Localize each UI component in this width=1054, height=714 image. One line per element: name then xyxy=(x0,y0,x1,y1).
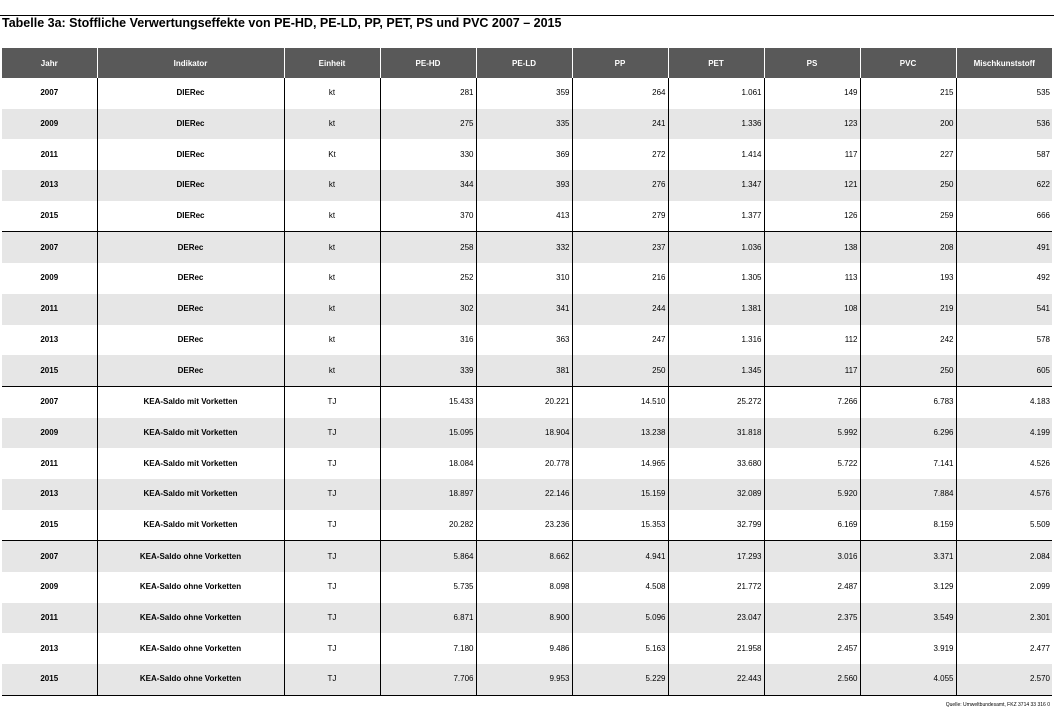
table-row xyxy=(2,139,1052,170)
cell-pe-ld: 23.236 xyxy=(476,510,572,541)
cell-pe-hd: 6.871 xyxy=(380,603,476,634)
cell-pe-ld: 8.098 xyxy=(476,572,572,603)
cell-pp: 4.508 xyxy=(572,572,668,603)
cell-pp: 14.510 xyxy=(572,386,668,417)
cell-unit: kt xyxy=(284,325,380,356)
cell-year: 2007 xyxy=(2,386,97,417)
cell-pp: 241 xyxy=(572,109,668,140)
cell-indicator: DIERec xyxy=(97,170,284,201)
cell-ps: 123 xyxy=(764,109,860,140)
cell-year: 2013 xyxy=(2,479,97,510)
cell-mischkunststoff: 492 xyxy=(956,263,1052,294)
cell-pe-hd: 281 xyxy=(380,78,476,109)
cell-year: 2009 xyxy=(2,109,97,140)
table-row xyxy=(2,170,1052,201)
cell-pe-hd: 330 xyxy=(380,139,476,170)
cell-pp: 272 xyxy=(572,139,668,170)
cell-pvc: 8.159 xyxy=(860,510,956,541)
cell-pp: 237 xyxy=(572,232,668,263)
cell-pp: 247 xyxy=(572,325,668,356)
cell-indicator: KEA-Saldo ohne Vorketten xyxy=(97,633,284,664)
cell-pe-ld: 8.662 xyxy=(476,541,572,572)
cell-ps: 121 xyxy=(764,170,860,201)
cell-pp: 5.096 xyxy=(572,603,668,634)
cell-year: 2015 xyxy=(40,519,59,529)
table-row xyxy=(2,603,1052,634)
cell-pe-ld: 22.146 xyxy=(476,479,572,510)
cell-year: 2011 xyxy=(40,458,58,468)
cell-indicator: DERec xyxy=(97,263,284,294)
cell-pe-ld: 381 xyxy=(476,355,572,386)
cell-unit: TJ xyxy=(284,479,380,510)
cell-pvc: 7.884 xyxy=(860,479,956,510)
table-row xyxy=(2,479,1052,510)
cell-indicator: KEA-Saldo mit Vorketten xyxy=(97,386,284,417)
cell-pe-hd: 339 xyxy=(380,355,476,386)
cell-pet: 1.336 xyxy=(668,109,764,140)
cell-pet: 17.293 xyxy=(668,541,764,572)
cell-pe-hd: 275 xyxy=(380,109,476,140)
cell-ps: 2.560 xyxy=(764,664,860,695)
cell-year: 2009 xyxy=(40,582,59,592)
cell-ps: 149 xyxy=(764,78,860,109)
cell-pvc: 227 xyxy=(860,139,956,170)
cell-indicator: KEA-Saldo mit Vorketten xyxy=(97,479,284,510)
cell-unit: TJ xyxy=(284,664,380,695)
cell-indicator: KEA-Saldo mit Vorketten xyxy=(97,418,284,449)
cell-pvc: 215 xyxy=(860,78,956,109)
cell-ps: 5.992 xyxy=(764,418,860,449)
cell-pp: 15.159 xyxy=(572,479,668,510)
cell-pvc: 4.055 xyxy=(860,664,956,695)
data-table xyxy=(2,48,1052,696)
table-row xyxy=(2,386,1052,417)
table-row xyxy=(2,325,1052,356)
cell-pvc: 3.129 xyxy=(860,572,956,603)
cell-mischkunststoff: 587 xyxy=(956,139,1052,170)
header-row xyxy=(2,48,1052,78)
table-row xyxy=(2,294,1052,325)
cell-pp: 4.941 xyxy=(572,541,668,572)
cell-pet: 21.958 xyxy=(668,633,764,664)
cell-mischkunststoff: 2.084 xyxy=(956,541,1052,572)
cell-year: 2015 xyxy=(2,355,97,386)
header-mischkunststoff: Mischkunststoff xyxy=(956,48,1052,78)
cell-ps: 6.169 xyxy=(764,510,860,541)
cell-pp: 14.965 xyxy=(572,448,668,479)
cell-year: 2015 xyxy=(40,211,59,221)
cell-unit: kt xyxy=(284,355,380,386)
cell-mischkunststoff: 536 xyxy=(956,109,1052,140)
cell-unit: kt xyxy=(284,294,380,325)
table-row xyxy=(2,263,1052,294)
cell-ps: 117 xyxy=(764,139,860,170)
cell-mischkunststoff: 4.526 xyxy=(956,448,1052,479)
cell-mischkunststoff: 2.099 xyxy=(956,572,1052,603)
cell-pet: 21.772 xyxy=(668,572,764,603)
cell-pe-ld: 310 xyxy=(476,263,572,294)
header-einheit: Einheit xyxy=(284,48,380,78)
source-note: Quelle: Umweltbundesamt, FKZ 3714 33 316 0 xyxy=(945,702,1050,708)
cell-pet: 33.680 xyxy=(668,448,764,479)
cell-unit: TJ xyxy=(284,386,380,417)
cell-pp: 5.163 xyxy=(572,633,668,664)
cell-mischkunststoff: 535 xyxy=(956,78,1052,109)
cell-year: 2009 xyxy=(40,273,59,283)
cell-indicator: KEA-Saldo mit Vorketten xyxy=(97,510,284,541)
cell-pet: 25.272 xyxy=(668,386,764,417)
cell-indicator: DIERec xyxy=(97,78,284,109)
cell-pet: 32.089 xyxy=(668,479,764,510)
cell-pet: 1.345 xyxy=(668,355,764,386)
cell-year: 2013 xyxy=(40,334,59,344)
cell-pp: 5.229 xyxy=(572,664,668,695)
cell-pvc: 242 xyxy=(860,325,956,356)
header-pe-ld: PE-LD xyxy=(476,48,572,78)
cell-pvc: 6.296 xyxy=(860,418,956,449)
cell-pvc: 200 xyxy=(860,109,956,140)
cell-year: 2007 xyxy=(2,541,97,572)
cell-unit: Kt xyxy=(284,139,380,170)
cell-mischkunststoff: 578 xyxy=(956,325,1052,356)
cell-mischkunststoff: 4.183 xyxy=(956,386,1052,417)
cell-pe-ld: 335 xyxy=(476,109,572,140)
cell-pe-hd: 7.706 xyxy=(380,664,476,695)
cell-pe-ld: 9.953 xyxy=(476,664,572,695)
cell-ps: 2.487 xyxy=(764,572,860,603)
cell-pe-ld: 393 xyxy=(476,170,572,201)
table-row xyxy=(2,201,1052,232)
cell-pe-ld: 9.486 xyxy=(476,633,572,664)
cell-pvc: 259 xyxy=(860,201,956,232)
cell-unit: kt xyxy=(284,201,380,232)
table-row xyxy=(2,633,1052,664)
cell-year: 2009 xyxy=(2,418,97,449)
cell-pp: 276 xyxy=(572,170,668,201)
table-body xyxy=(2,78,1052,695)
header-pe-hd: PE-HD xyxy=(380,48,476,78)
cell-unit: kt xyxy=(284,170,380,201)
cell-pe-ld: 363 xyxy=(476,325,572,356)
cell-ps: 2.457 xyxy=(764,633,860,664)
cell-ps: 7.266 xyxy=(764,386,860,417)
cell-pe-hd: 316 xyxy=(380,325,476,356)
cell-indicator: DERec xyxy=(97,232,284,263)
table-row xyxy=(2,78,1052,109)
cell-ps: 2.375 xyxy=(764,603,860,634)
cell-pet: 1.316 xyxy=(668,325,764,356)
cell-mischkunststoff: 666 xyxy=(956,201,1052,232)
cell-pe-hd: 302 xyxy=(380,294,476,325)
header-pet: PET xyxy=(668,48,764,78)
cell-pe-hd: 5.864 xyxy=(380,541,476,572)
cell-mischkunststoff: 541 xyxy=(956,294,1052,325)
cell-mischkunststoff: 4.576 xyxy=(956,479,1052,510)
cell-pe-hd: 258 xyxy=(380,232,476,263)
cell-year: 2015 xyxy=(2,664,97,695)
cell-pe-hd: 18.084 xyxy=(380,448,476,479)
cell-year: 2007 xyxy=(2,232,97,263)
cell-pvc: 6.783 xyxy=(860,386,956,417)
header-pp: PP xyxy=(572,48,668,78)
cell-pp: 244 xyxy=(572,294,668,325)
cell-year: 2011 xyxy=(2,294,97,325)
cell-indicator: DERec xyxy=(97,294,284,325)
table-row xyxy=(2,418,1052,449)
cell-ps: 117 xyxy=(764,355,860,386)
cell-indicator: KEA-Saldo ohne Vorketten xyxy=(97,572,284,603)
header-jahr: Jahr xyxy=(2,48,97,78)
cell-ps: 5.722 xyxy=(764,448,860,479)
cell-pe-hd: 15.433 xyxy=(380,386,476,417)
cell-pvc: 3.549 xyxy=(860,603,956,634)
header-indikator: Indikator xyxy=(97,48,284,78)
cell-pet: 1.414 xyxy=(668,139,764,170)
cell-pet: 1.305 xyxy=(668,263,764,294)
cell-mischkunststoff: 491 xyxy=(956,232,1052,263)
cell-pet: 1.381 xyxy=(668,294,764,325)
cell-mischkunststoff: 4.199 xyxy=(956,418,1052,449)
cell-pe-hd: 20.282 xyxy=(380,510,476,541)
cell-pe-ld: 413 xyxy=(476,201,572,232)
cell-pe-hd: 7.180 xyxy=(380,633,476,664)
cell-pe-hd: 5.735 xyxy=(380,572,476,603)
cell-pp: 13.238 xyxy=(572,418,668,449)
table-row xyxy=(2,448,1052,479)
cell-pet: 1.347 xyxy=(668,170,764,201)
cell-mischkunststoff: 2.477 xyxy=(956,633,1052,664)
cell-unit: TJ xyxy=(284,510,380,541)
cell-pe-ld: 20.778 xyxy=(476,448,572,479)
cell-pvc: 7.141 xyxy=(860,448,956,479)
cell-pe-hd: 18.897 xyxy=(380,479,476,510)
table-row xyxy=(2,664,1052,695)
cell-pvc: 219 xyxy=(860,294,956,325)
cell-pvc: 208 xyxy=(860,232,956,263)
cell-ps: 112 xyxy=(764,325,860,356)
cell-unit: kt xyxy=(284,263,380,294)
cell-pet: 22.443 xyxy=(668,664,764,695)
cell-pp: 279 xyxy=(572,201,668,232)
cell-indicator: DERec xyxy=(97,355,284,386)
cell-ps: 5.920 xyxy=(764,479,860,510)
cell-indicator: KEA-Saldo ohne Vorketten xyxy=(97,541,284,572)
cell-mischkunststoff: 622 xyxy=(956,170,1052,201)
cell-pet: 1.061 xyxy=(668,78,764,109)
cell-unit: TJ xyxy=(284,541,380,572)
cell-pe-ld: 359 xyxy=(476,78,572,109)
cell-pet: 1.377 xyxy=(668,201,764,232)
cell-pet: 32.799 xyxy=(668,510,764,541)
cell-pe-hd: 15.095 xyxy=(380,418,476,449)
cell-pp: 264 xyxy=(572,78,668,109)
cell-pe-ld: 332 xyxy=(476,232,572,263)
cell-pp: 15.353 xyxy=(572,510,668,541)
cell-indicator: DIERec xyxy=(97,139,284,170)
table-row xyxy=(2,355,1052,386)
cell-ps: 126 xyxy=(764,201,860,232)
cell-indicator: DIERec xyxy=(97,201,284,232)
cell-year: 2011 xyxy=(2,603,97,634)
table-title: Tabelle 3a: Stoffliche Verwertungseffekte von PE-HD, PE-LD, PP, PET, PS und PVC 2007 – 2015 xyxy=(2,16,562,30)
cell-mischkunststoff: 5.509 xyxy=(956,510,1052,541)
cell-pe-hd: 252 xyxy=(380,263,476,294)
cell-mischkunststoff: 2.301 xyxy=(956,603,1052,634)
cell-pet: 23.047 xyxy=(668,603,764,634)
cell-pe-ld: 20.221 xyxy=(476,386,572,417)
cell-year: 2013 xyxy=(2,170,97,201)
cell-ps: 3.016 xyxy=(764,541,860,572)
cell-indicator: KEA-Saldo ohne Vorketten xyxy=(97,664,284,695)
cell-pvc: 3.371 xyxy=(860,541,956,572)
cell-ps: 108 xyxy=(764,294,860,325)
cell-year: 2013 xyxy=(40,643,59,653)
cell-pvc: 193 xyxy=(860,263,956,294)
cell-unit: TJ xyxy=(284,572,380,603)
cell-year: 2011 xyxy=(40,149,58,159)
cell-pe-ld: 369 xyxy=(476,139,572,170)
table-row xyxy=(2,232,1052,263)
cell-unit: kt xyxy=(284,78,380,109)
cell-mischkunststoff: 605 xyxy=(956,355,1052,386)
cell-pe-ld: 8.900 xyxy=(476,603,572,634)
table-row xyxy=(2,510,1052,541)
cell-mischkunststoff: 2.570 xyxy=(956,664,1052,695)
cell-pe-ld: 18.904 xyxy=(476,418,572,449)
cell-indicator: KEA-Saldo mit Vorketten xyxy=(97,448,284,479)
table-row xyxy=(2,109,1052,140)
cell-unit: kt xyxy=(284,109,380,140)
table-row xyxy=(2,541,1052,572)
cell-ps: 138 xyxy=(764,232,860,263)
cell-pvc: 250 xyxy=(860,355,956,386)
cell-unit: TJ xyxy=(284,448,380,479)
cell-year: 2007 xyxy=(40,88,59,98)
cell-pp: 250 xyxy=(572,355,668,386)
table-row xyxy=(2,572,1052,603)
cell-pp: 216 xyxy=(572,263,668,294)
cell-pvc: 3.919 xyxy=(860,633,956,664)
header-ps: PS xyxy=(764,48,860,78)
cell-pet: 1.036 xyxy=(668,232,764,263)
cell-pe-hd: 370 xyxy=(380,201,476,232)
cell-pe-hd: 344 xyxy=(380,170,476,201)
cell-indicator: DIERec xyxy=(97,109,284,140)
cell-unit: TJ xyxy=(284,603,380,634)
cell-ps: 113 xyxy=(764,263,860,294)
header-pvc: PVC xyxy=(860,48,956,78)
cell-unit: TJ xyxy=(284,418,380,449)
cell-indicator: KEA-Saldo ohne Vorketten xyxy=(97,603,284,634)
cell-indicator: DERec xyxy=(97,325,284,356)
cell-unit: TJ xyxy=(284,633,380,664)
cell-unit: kt xyxy=(284,232,380,263)
cell-pvc: 250 xyxy=(860,170,956,201)
cell-pet: 31.818 xyxy=(668,418,764,449)
cell-pe-ld: 341 xyxy=(476,294,572,325)
